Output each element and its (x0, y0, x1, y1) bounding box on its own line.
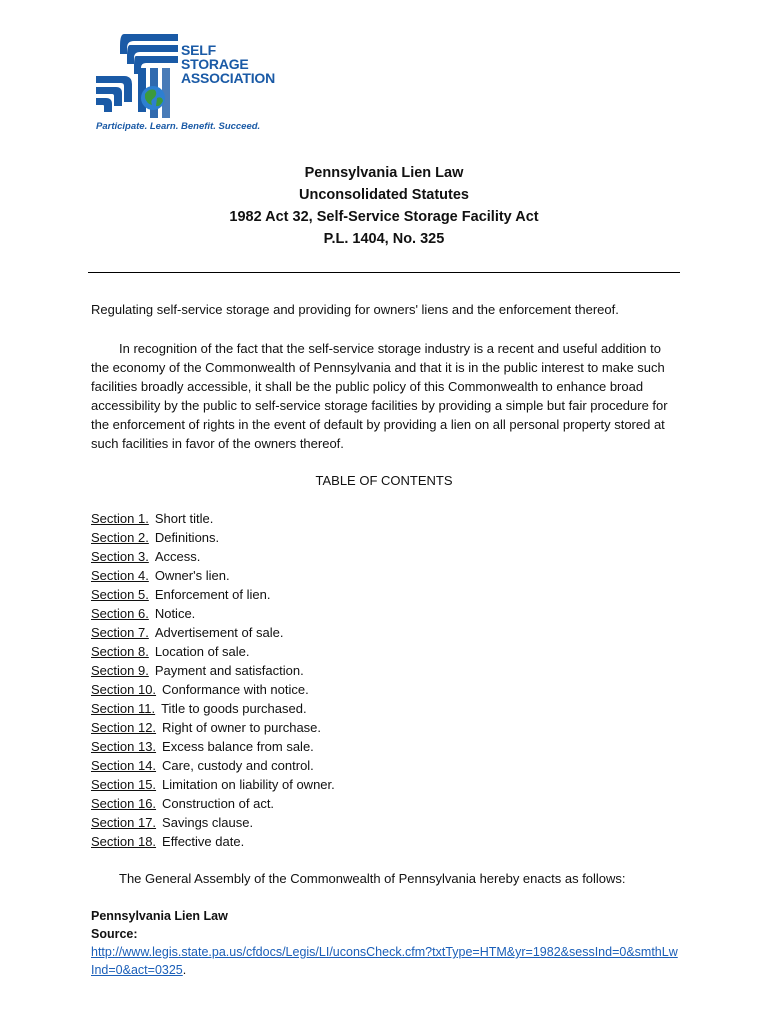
toc-item (91, 623, 335, 642)
toc-item-label: Payment and satisfaction. (154, 663, 304, 678)
toc-item (91, 794, 335, 813)
toc-item (91, 699, 335, 718)
toc-section-link[interactable]: Section 17. (91, 815, 157, 830)
toc-item-label: Short title. (154, 511, 214, 526)
toc-item-label: Savings clause. (162, 815, 254, 830)
toc-item (91, 585, 335, 604)
table-of-contents (91, 509, 335, 851)
toc-item-label: Title to goods purchased. (161, 701, 307, 716)
toc-item-label: Care, custody and control. (162, 758, 314, 773)
toc-item-label: Limitation on liability of owner. (162, 777, 335, 792)
toc-item-label: Notice. (154, 606, 196, 621)
toc-item (91, 718, 335, 737)
toc-item-label: Definitions. (154, 530, 220, 545)
toc-section-link[interactable]: Section 12. (91, 720, 157, 735)
toc-section-link[interactable]: Section 3. (91, 549, 149, 564)
toc-item-label: Excess balance from sale. (162, 739, 314, 754)
toc-section-link[interactable]: Section 14. (91, 758, 157, 773)
source-trailing-period: . (182, 963, 187, 977)
intro-text: Regulating self-service storage and providing for owners' liens and the enforcement thereof. (91, 302, 619, 317)
toc-item-label: Conformance with notice. (162, 682, 309, 697)
toc-section-link[interactable]: Section 9. (91, 663, 149, 678)
toc-section-link[interactable]: Section 1. (91, 511, 149, 526)
toc-item (91, 756, 335, 775)
toc-item (91, 547, 335, 566)
toc-item (91, 813, 335, 832)
toc-item (91, 680, 335, 699)
toc-section-link[interactable]: Section 18. (91, 834, 157, 849)
toc-section-link[interactable]: Section 15. (91, 777, 157, 792)
toc-section-link[interactable]: Section 2. (91, 530, 149, 545)
toc-section-link[interactable]: Section 10. (91, 682, 157, 697)
enactment-clause: The General Assembly of the Commonwealth of Pennsylvania hereby enacts as follows: (119, 871, 626, 886)
toc-item (91, 661, 335, 680)
toc-item (91, 509, 335, 528)
title-divider (88, 272, 680, 273)
document-title (88, 162, 680, 250)
title-line-1: Pennsylvania Lien Law (304, 165, 464, 181)
toc-item-label: Effective date. (162, 834, 245, 849)
toc-section-link[interactable]: Section 11. (91, 701, 156, 716)
toc-section-link[interactable]: Section 5. (91, 587, 149, 602)
logo-word-self: SELF (181, 42, 216, 58)
toc-section-link[interactable]: Section 16. (91, 796, 157, 811)
toc-heading: TABLE OF CONTENTS (315, 473, 453, 488)
toc-section-link[interactable]: Section 7. (91, 625, 149, 640)
logo-tagline: Participate. Learn. Benefit. Succeed. (96, 121, 261, 132)
source-url-link[interactable]: http://www.legis.state.pa.us/cfdocs/Legis/LI/uconsCheck.cfm?txtType=HTM&yr=1982&sessInd=0&smthLwInd=0&act=0325 (91, 945, 678, 977)
toc-item-label: Advertisement of sale. (154, 625, 284, 640)
toc-item-label: Owner's lien. (154, 568, 230, 583)
title-line-4: P.L. 1404, No. 325 (323, 231, 445, 247)
source-label: Source: (91, 927, 138, 941)
ssa-logo-mark (94, 32, 180, 120)
logo-wordmark (181, 43, 275, 85)
toc-item (91, 737, 335, 756)
toc-item-label: Construction of act. (162, 796, 275, 811)
logo-word-storage: STORAGE (181, 56, 249, 72)
toc-section-link[interactable]: Section 8. (91, 644, 149, 659)
title-line-3: 1982 Act 32, Self-Service Storage Facility Act (229, 209, 539, 225)
toc-item (91, 566, 335, 585)
toc-item-label: Enforcement of lien. (154, 587, 271, 602)
toc-item (91, 642, 335, 661)
toc-item (91, 775, 335, 794)
toc-item (91, 528, 335, 547)
toc-item (91, 832, 335, 851)
toc-item-label: Access. (154, 549, 201, 564)
toc-section-link[interactable]: Section 13. (91, 739, 157, 754)
logo-word-association: ASSOCIATION (181, 70, 275, 86)
source-block (91, 907, 681, 979)
toc-item-label: Right of owner to purchase. (162, 720, 322, 735)
toc-section-link[interactable]: Section 6. (91, 606, 149, 621)
policy-paragraph: In recognition of the fact that the self-service storage industry is a recent and useful addition to the economy of the Commonwealth of Pennsylvania and that it is in the public interest to make such facilities broadly accessible, it shall be the public policy of this Commonwealth to enhance broad accessibility by the public to self-service storage facilities by providing a simple but fair procedure for the enforcement of rights in the event of default by providing a lien on all personal property stored at such facilities in favor of the owners thereof. (91, 341, 668, 451)
toc-item (91, 604, 335, 623)
toc-item-label: Location of sale. (154, 644, 250, 659)
toc-section-link[interactable]: Section 4. (91, 568, 149, 583)
title-line-2: Unconsolidated Statutes (299, 187, 469, 203)
ssa-logo (94, 32, 284, 134)
source-heading: Pennsylvania Lien Law (91, 909, 228, 923)
